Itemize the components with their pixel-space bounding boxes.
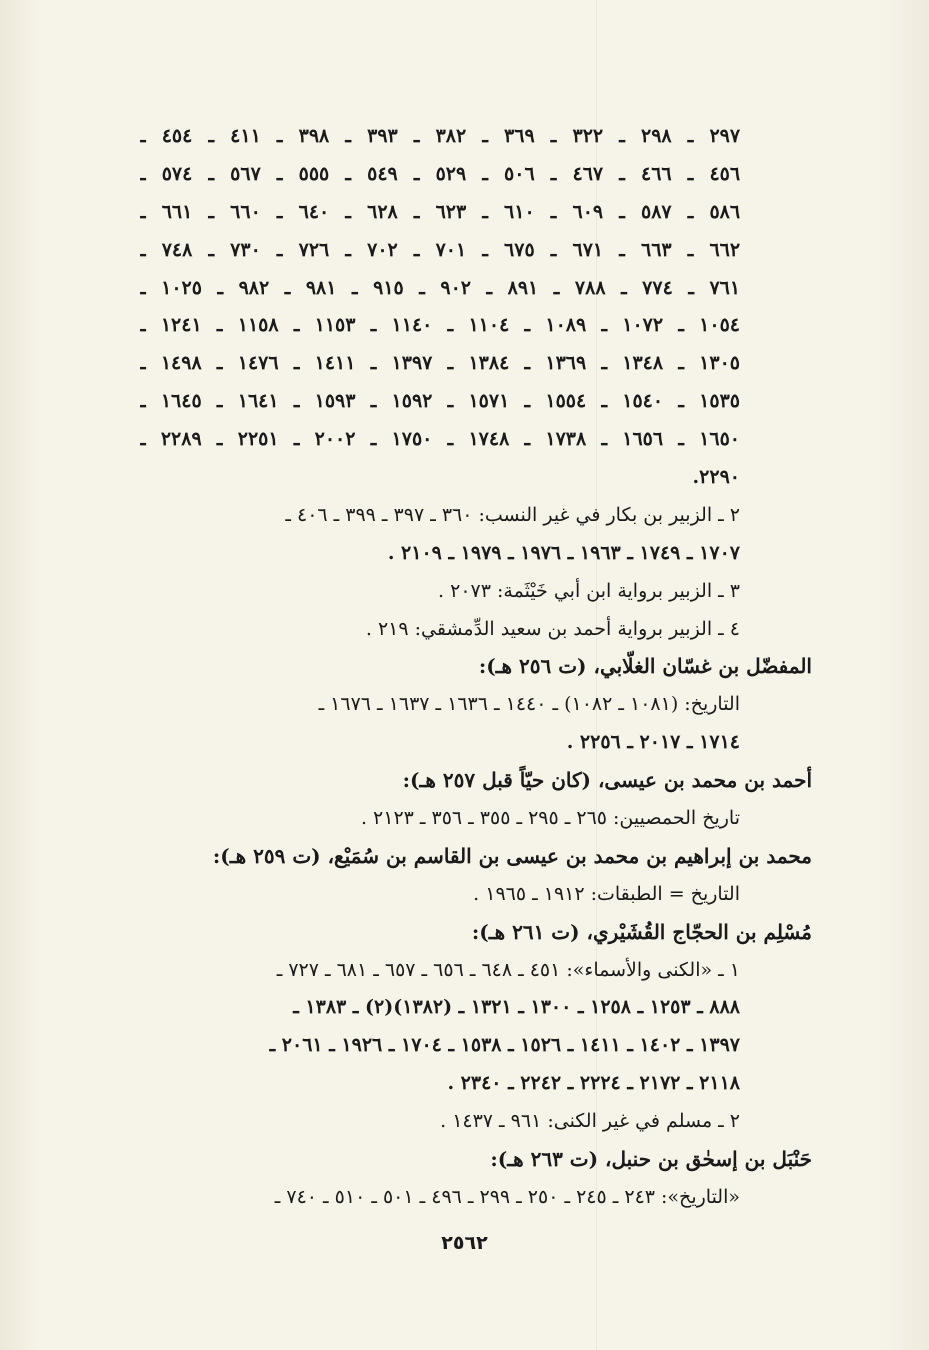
index-line: تاريخ الحمصيين: ٢٦٥ ـ ٢٩٥ ـ ٣٥٥ ـ ٣٥٦ ـ ٢١٢٣ .: [360, 807, 740, 830]
index-line: ١٣٩٧ ـ ١٤٠٢ ـ ١٤١١ ـ ١٥٢٦ ـ ١٥٣٨ ـ ١٧٠٤ ـ ١٩٢٦ ـ ٢٠٦١ ـ: [269, 1034, 740, 1057]
index-heading: المفضّل بن غسّان الغلّابي، (ت ٢٥٦ هـ):: [478, 654, 812, 679]
index-line: ١٥٣٥ ـ ١٥٤٠ ـ ١٥٥٤ ـ ١٥٧١ ـ ١٥٩٢ ـ ١٥٩٣ ـ ١٦٤١ ـ ١٦٤٥ ـ: [140, 390, 740, 413]
index-line: ٢ ـ الزبير بن بكار في غير النسب: ٣٦٠ ـ ٣٩٧ ـ ٣٩٩ ـ ٤٠٦ ـ: [285, 503, 740, 526]
index-line: التاريخ = الطبقات: ١٩١٢ ـ ١٩٦٥ .: [473, 882, 740, 905]
index-line: ٥٨٦ ـ ٥٨٧ ـ ٦٠٩ ـ ٦١٠ ـ ٦٢٣ ـ ٦٢٨ ـ ٦٤٠ ـ ٦٦٠ ـ ٦٦١ ـ: [140, 200, 741, 223]
index-line: ٨٨٨ ـ ١٢٥٣ ـ ١٢٥٨ ـ ١٣٠٠ ـ ١٣٢١ ـ (١٣٨٢)(٢) ـ ١٣٨٣ ـ: [293, 996, 740, 1019]
index-line: ٢١١٨ ـ ٢١٧٢ ـ ٢٢٢٤ ـ ٢٢٤٢ ـ ٢٣٤٠ .: [447, 1072, 740, 1095]
index-line: ٧٦١ ـ ٧٧٤ ـ ٧٨٨ ـ ٨٩١ ـ ٩٠٢ ـ ٩١٥ ـ ٩٨١ ـ ٩٨٢ ـ ١٠٢٥ ـ: [140, 276, 741, 299]
index-line: «التاريخ»: ٢٤٣ ـ ٢٤٥ ـ ٢٥٠ ـ ٢٩٩ ـ ٤٩٦ ـ ٥٠١ ـ ٥١٠ ـ ٧٤٠ ـ: [274, 1185, 740, 1208]
index-line: ٢٩٧ ـ ٢٩٨ ـ ٣٢٢ ـ ٣٦٩ ـ ٣٨٢ ـ ٣٩٣ ـ ٣٩٨ ـ ٤١١ ـ ٤٥٤ ـ: [140, 125, 741, 147]
index-line: ١٣٠٥ ـ ١٣٤٨ ـ ١٣٦٩ ـ ١٣٨٤ ـ ١٣٩٧ ـ ١٤١١ ـ ١٤٧٦ ـ ١٤٩٨ ـ: [140, 352, 740, 375]
index-line: ١٧٠٧ ـ ١٧٤٩ ـ ١٩٦٣ ـ ١٩٧٦ ـ ١٩٧٩ ـ ٢١٠٩ .: [387, 541, 740, 564]
index-line: ٦٦٢ ـ ٦٦٣ ـ ٦٧١ ـ ٦٧٥ ـ ٧٠١ ـ ٧٠٢ ـ ٧٢٦ ـ ٧٣٠ ـ ٧٤٨ ـ: [140, 238, 741, 261]
index-heading: حَنْبَل بن إسحٰق بن حنبل، (ت ٢٦٣ هـ):: [490, 1147, 812, 1172]
index-line: ١ ـ «الكنى والأسماء»: ٤٥١ ـ ٦٤٨ ـ ٦٥٦ ـ ٦٥٧ ـ ٦٨١ ـ ٧٢٧ ـ: [276, 958, 740, 981]
index-heading: مُسْلِم بن الحجّاج القُشَيْري، (ت ٢٦١ هـ):: [471, 919, 812, 944]
index-line: ١٧١٤ ـ ٢٠١٧ ـ ٢٢٥٦ .: [566, 731, 740, 754]
index-line: ٢ ـ مسلم في غير الكنى: ٩٦١ ـ ١٤٣٧ .: [440, 1110, 740, 1133]
index-line: ١٠٥٤ ـ ١٠٧٢ ـ ١٠٨٩ ـ ١١٠٤ ـ ١١٤٠ ـ ١١٥٣ ـ ١١٥٨ ـ ١٢٤١ ـ: [140, 314, 740, 337]
index-line: ٣ ـ الزبير برواية ابن أبي خَيْثَمة: ٢٠٧٣ .: [438, 579, 740, 602]
index-heading: محمد بن إبراهيم بن محمد بن عيسى بن القاسم بن سُمَيْع، (ت ٢٥٩ هـ):: [212, 843, 812, 868]
index-line: ١٦٥٠ ـ ١٦٥٦ ـ ١٧٣٨ ـ ١٧٤٨ ـ ١٧٥٠ ـ ٢٠٠٢ ـ ٢٢٥١ ـ ٢٢٨٩ ـ: [140, 428, 740, 451]
index-line: التاريخ: (١٠٨١ ـ ١٠٨٢) ـ ١٤٤٠ ـ ١٦٣٦ ـ ١٦٣٧ ـ ١٦٧٦ ـ: [318, 693, 740, 716]
index-heading: أحمد بن محمد بن عيسى، (كان حيّاً قبل ٢٥٧ هـ):: [402, 768, 812, 793]
page-number: ٢٥٦٢: [441, 1232, 488, 1254]
index-line: ٤ ـ الزبير برواية أحمد بن سعيد الدِّمشقي: ٢١٩ .: [365, 617, 740, 640]
index-line: ٢٢٩٠.: [692, 466, 740, 489]
index-text-block: [140, 118, 812, 1217]
index-line: ٤٥٦ ـ ٤٦٦ ـ ٤٦٧ ـ ٥٠٦ ـ ٥٢٩ ـ ٥٤٩ ـ ٥٥٥ ـ ٥٦٧ ـ ٥٧٤ ـ: [140, 162, 741, 185]
